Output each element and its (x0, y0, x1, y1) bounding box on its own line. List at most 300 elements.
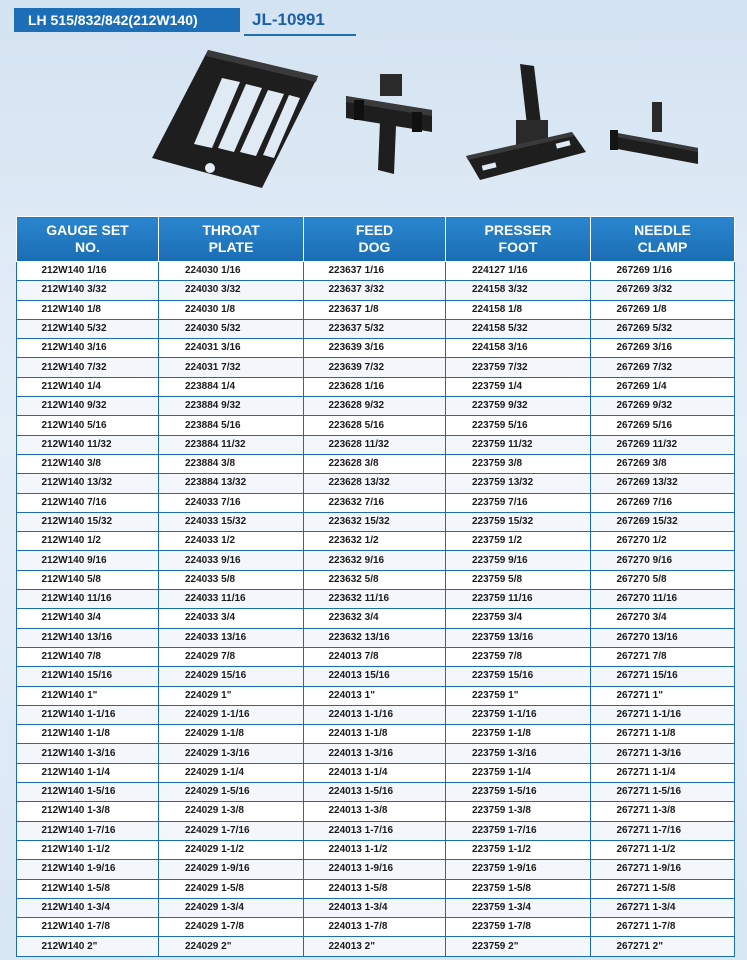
table-row (17, 783, 735, 802)
needle-clamp-cell (591, 898, 735, 917)
part-code: 224033 5/8 (185, 573, 236, 585)
table-row (17, 744, 735, 763)
throat-plate-cell (159, 397, 304, 416)
throat-plate-cell (159, 705, 304, 724)
part-code: 212W140 1-1/16 (41, 708, 116, 720)
part-code: 224013 15/16 (328, 670, 390, 682)
presser-foot-cell (446, 628, 591, 647)
feed-dog-cell (304, 397, 446, 416)
feed-dog-cell (304, 512, 446, 531)
part-code: 212W140 3/16 (41, 342, 107, 354)
needle-clamp-cell (591, 435, 735, 454)
part-code: 212W140 1-1/4 (41, 766, 110, 778)
feed-dog-cell (304, 686, 446, 705)
throat-plate-cell (159, 435, 304, 454)
gauge-set-cell (17, 377, 159, 396)
part-code: 223639 7/32 (328, 361, 385, 373)
kit-code: JL-10991 (252, 10, 325, 29)
table-row (17, 705, 735, 724)
part-code: 224033 7/16 (185, 496, 241, 508)
part-code: 224029 1-5/8 (185, 882, 244, 894)
gauge-set-cell (17, 358, 159, 377)
feed-dog-cell (304, 319, 446, 338)
needle-clamp-cell (591, 725, 735, 744)
table-row (17, 590, 735, 609)
gauge-set-cell (17, 570, 159, 589)
needle-clamp-cell (591, 512, 735, 531)
table-row (17, 358, 735, 377)
part-code: 223884 3/8 (185, 458, 236, 470)
part-code: 212W140 1-3/16 (41, 747, 116, 759)
table-row (17, 609, 735, 628)
feed-dog-cell (304, 609, 446, 628)
gauge-set-cell (17, 860, 159, 879)
table-row (17, 898, 735, 917)
table-row (17, 300, 735, 319)
part-code: 267269 9/32 (616, 400, 673, 412)
throat-plate-cell (159, 454, 304, 473)
presser-foot-cell (446, 840, 591, 859)
part-code: 212W140 13/16 (41, 631, 113, 643)
gauge-set-table-container (16, 216, 734, 958)
part-code: 224029 1-1/2 (185, 844, 244, 856)
part-code: 224158 3/16 (472, 342, 528, 354)
gauge-set-cell (17, 647, 159, 666)
needle-clamp-cell (591, 570, 735, 589)
part-code: 224033 13/16 (185, 631, 247, 643)
part-code: 267270 5/8 (616, 573, 667, 585)
presser-foot-cell (446, 860, 591, 879)
presser-foot-cell (446, 763, 591, 782)
part-code: 223759 9/16 (472, 554, 528, 566)
part-code: 224029 1-1/8 (185, 728, 244, 740)
presser-foot-cell (446, 821, 591, 840)
part-code: 223759 1-3/4 (472, 901, 531, 913)
throat-plate-cell (159, 628, 304, 647)
feed-dog-cell (304, 474, 446, 493)
needle-clamp-cell (591, 667, 735, 686)
part-code: 224030 3/32 (185, 284, 241, 296)
needle-clamp-cell (591, 454, 735, 473)
table-row (17, 647, 735, 666)
gauge-set-cell (17, 821, 159, 840)
feed-dog-cell (304, 667, 446, 686)
part-code: 223632 11/16 (328, 593, 390, 605)
presser-foot-cell (446, 300, 591, 319)
part-code: 224127 1/16 (472, 265, 528, 277)
part-code: 223632 1/2 (328, 535, 379, 547)
gauge-set-cell (17, 783, 159, 802)
part-code: 224013 1-9/16 (328, 863, 394, 875)
needle-clamp-cell (591, 840, 735, 859)
part-code: 212W140 1-1/2 (41, 844, 110, 856)
gauge-set-cell (17, 879, 159, 898)
presser-foot-cell (446, 609, 591, 628)
presser-foot-cell (446, 937, 591, 956)
gauge-set-cell (17, 686, 159, 705)
part-code: 212W140 1-7/16 (41, 824, 116, 836)
throat-plate-cell (159, 840, 304, 859)
presser-foot-cell (446, 416, 591, 435)
needle-clamp-cell (591, 686, 735, 705)
gauge-set-cell (17, 763, 159, 782)
part-code: 224013 1-5/16 (328, 786, 394, 798)
gauge-set-table (16, 216, 735, 957)
throat-plate-cell (159, 590, 304, 609)
feed-dog-cell (304, 898, 446, 917)
presser-foot-cell (446, 435, 591, 454)
needle-clamp-cell (591, 744, 735, 763)
throat-plate-cell (159, 879, 304, 898)
presser-foot-cell (446, 532, 591, 551)
part-code: 267271 1-5/8 (616, 882, 676, 894)
gauge-set-cell (17, 609, 159, 628)
part-code: 223628 5/16 (328, 419, 385, 431)
presser-foot-cell (446, 647, 591, 666)
part-code: 224013 1-1/16 (328, 708, 394, 720)
needle-clamp-cell (591, 609, 735, 628)
table-row (17, 937, 735, 956)
needle-clamp-cell (591, 821, 735, 840)
part-code: 224158 3/32 (472, 284, 528, 296)
needle-clamp-cell (591, 493, 735, 512)
gauge-set-cell (17, 551, 159, 570)
presser-foot-cell (446, 898, 591, 917)
part-code: 223884 9/32 (185, 400, 241, 412)
part-code: 267271 1-9/16 (616, 863, 682, 875)
part-code: 212W140 1-1/8 (41, 728, 110, 740)
gauge-set-cell (17, 705, 159, 724)
table-row (17, 725, 735, 744)
part-code: 212W140 9/16 (41, 554, 107, 566)
part-code: 212W140 9/32 (41, 400, 107, 412)
presser-foot-cell (446, 377, 591, 396)
part-code: 224158 1/8 (472, 303, 523, 315)
gauge-set-cell (17, 590, 159, 609)
part-code: 224029 1-1/16 (185, 708, 250, 720)
part-code: 267269 3/32 (616, 284, 673, 296)
table-row (17, 918, 735, 937)
part-code: 224033 11/16 (185, 593, 246, 605)
table-row (17, 454, 735, 473)
part-code: 212W140 3/4 (41, 612, 101, 624)
part-code: 224033 1/2 (185, 535, 236, 547)
presser-foot-cell (446, 262, 591, 281)
part-code: 212W140 5/32 (41, 323, 107, 335)
feed-dog-cell (304, 262, 446, 281)
feed-dog-cell (304, 725, 446, 744)
gauge-set-cell (17, 744, 159, 763)
part-code: 267269 1/16 (616, 265, 673, 277)
part-code: 224029 1" (185, 689, 232, 701)
needle-clamp-cell (591, 802, 735, 821)
needle-clamp-cell (591, 879, 735, 898)
table-row (17, 667, 735, 686)
table-row (17, 377, 735, 396)
table-row (17, 802, 735, 821)
throat-plate-cell (159, 262, 304, 281)
feed-dog-photo (340, 70, 440, 180)
feed-dog-cell (304, 532, 446, 551)
part-code: 223884 5/16 (185, 419, 241, 431)
needle-clamp-cell (591, 937, 735, 956)
part-code: 223632 7/16 (328, 496, 385, 508)
part-code: 267269 7/16 (616, 496, 673, 508)
part-code: 267271 1-3/16 (616, 747, 682, 759)
part-code: 223759 1-5/8 (472, 882, 531, 894)
part-code: 223632 13/16 (328, 631, 390, 643)
table-row (17, 493, 735, 512)
table-row (17, 281, 735, 300)
needle-clamp-cell (591, 474, 735, 493)
part-code: 212W140 13/32 (41, 477, 113, 489)
part-code: 212W140 7/32 (41, 361, 107, 373)
part-code: 223628 1/16 (328, 380, 385, 392)
part-code: 212W140 1-9/16 (41, 863, 116, 875)
presser-foot-cell (446, 397, 591, 416)
part-code: 223759 1-3/8 (472, 805, 531, 817)
gauge-set-cell (17, 918, 159, 937)
part-code: 224031 7/32 (185, 361, 241, 373)
presser-foot-cell (446, 705, 591, 724)
gauge-set-cell (17, 416, 159, 435)
throat-plate-cell (159, 821, 304, 840)
kit-code-underline (244, 34, 356, 36)
part-code: 267271 1-1/4 (616, 766, 676, 778)
gauge-set-cell (17, 300, 159, 319)
feed-dog-cell (304, 339, 446, 358)
table-row (17, 435, 735, 454)
part-code: 223759 1-7/8 (472, 921, 531, 933)
throat-plate-cell (159, 802, 304, 821)
table-row (17, 763, 735, 782)
part-code: 224013 1-1/4 (328, 766, 388, 778)
presser-foot-cell (446, 493, 591, 512)
table-row (17, 339, 735, 358)
gauge-set-cell (17, 319, 159, 338)
part-code: 212W140 3/32 (41, 284, 107, 296)
needle-clamp-cell (591, 377, 735, 396)
part-code: 267271 1-5/16 (616, 786, 682, 798)
part-code: 223759 13/32 (472, 477, 534, 489)
part-code: 267270 13/16 (616, 631, 678, 643)
part-code: 224029 1-9/16 (185, 863, 250, 875)
throat-plate-cell (159, 898, 304, 917)
table-row (17, 821, 735, 840)
part-code: 224013 1" (328, 689, 375, 701)
gauge-set-cell (17, 339, 159, 358)
feed-dog-cell (304, 802, 446, 821)
throat-plate-cell (159, 377, 304, 396)
feed-dog-cell (304, 840, 446, 859)
presser-foot-cell (446, 802, 591, 821)
part-code: 224013 1-1/8 (328, 728, 388, 740)
part-code: 223759 1-1/4 (472, 766, 531, 778)
part-code: 212W140 1-5/8 (41, 882, 110, 894)
part-code: 267271 1-1/2 (616, 844, 676, 856)
part-code: 223632 5/8 (328, 573, 379, 585)
throat-plate-photo (150, 50, 320, 190)
table-row (17, 319, 735, 338)
part-code: 224029 1-3/8 (185, 805, 244, 817)
throat-plate-cell (159, 551, 304, 570)
part-code: 267271 7/8 (616, 651, 667, 663)
part-code: 212W140 15/32 (41, 516, 113, 527)
feed-dog-cell (304, 821, 446, 840)
part-code: 223759 9/32 (472, 400, 528, 412)
throat-plate-cell (159, 339, 304, 358)
part-code: 223637 1/16 (328, 265, 385, 277)
needle-clamp-cell (591, 551, 735, 570)
part-code: 212W140 3/8 (41, 458, 101, 470)
part-code: 224013 1-3/16 (328, 747, 394, 759)
throat-plate-cell (159, 416, 304, 435)
part-code: 212W140 5/16 (41, 419, 107, 431)
gauge-set-cell (17, 454, 159, 473)
presser-foot-cell (446, 725, 591, 744)
presser-foot-photo (462, 60, 592, 190)
part-code: 224029 7/8 (185, 651, 236, 663)
table-header-row (17, 217, 735, 262)
needle-clamp-cell (591, 397, 735, 416)
part-code: 223759 1-1/16 (472, 708, 537, 720)
feed-dog-cell (304, 551, 446, 570)
gauge-set-cell (17, 512, 159, 531)
part-code: 223637 5/32 (328, 323, 385, 335)
part-code: 267269 13/32 (616, 477, 678, 489)
needle-clamp-cell (591, 647, 735, 666)
needle-clamp-cell (591, 628, 735, 647)
gauge-set-cell (17, 262, 159, 281)
needle-clamp-cell (591, 416, 735, 435)
part-code: 223759 7/8 (472, 651, 523, 663)
part-code: 224030 1/16 (185, 265, 241, 277)
needle-clamp-photo (608, 102, 708, 182)
part-code: 267271 1-7/16 (616, 824, 682, 836)
table-row (17, 416, 735, 435)
header-feed-dog: FEED DOG (304, 217, 446, 262)
header-needle-clamp: NEEDLE CLAMP (591, 217, 735, 262)
part-code: 267269 7/32 (616, 361, 673, 373)
throat-plate-cell (159, 512, 304, 531)
part-code: 224029 1-7/8 (185, 921, 244, 933)
table-row (17, 628, 735, 647)
table-row (17, 397, 735, 416)
gauge-set-cell (17, 725, 159, 744)
part-code: 223632 3/4 (328, 612, 379, 624)
part-code: 212W140 1/8 (41, 303, 101, 315)
part-code: 267271 1-3/4 (616, 901, 676, 913)
part-code: 212W140 15/16 (41, 670, 113, 682)
needle-clamp-cell (591, 262, 735, 281)
part-code: 224029 2" (185, 940, 232, 952)
part-code: 224013 1-3/4 (328, 901, 388, 913)
presser-foot-cell (446, 358, 591, 377)
throat-plate-cell (159, 860, 304, 879)
part-code: 224033 3/4 (185, 612, 236, 624)
throat-plate-cell (159, 609, 304, 628)
table-row (17, 262, 735, 281)
gauge-set-cell (17, 493, 159, 512)
presser-foot-cell (446, 319, 591, 338)
part-code: 267270 9/16 (616, 554, 673, 566)
part-code: 224030 5/32 (185, 323, 241, 335)
part-code: 224030 1/8 (185, 303, 236, 315)
part-code: 223759 5/16 (472, 419, 528, 431)
header-gauge-set: GAUGE SET NO. (17, 217, 159, 262)
part-code: 212W140 11/16 (41, 593, 112, 605)
throat-plate-cell (159, 763, 304, 782)
table-row (17, 686, 735, 705)
part-code: 212W140 5/8 (41, 573, 101, 585)
feed-dog-cell (304, 860, 446, 879)
part-code: 267269 5/16 (616, 419, 673, 431)
part-code: 223759 1-3/16 (472, 747, 537, 759)
needle-clamp-cell (591, 705, 735, 724)
feed-dog-cell (304, 705, 446, 724)
part-code: 212W140 1/4 (41, 380, 101, 392)
part-code: 223759 1" (472, 689, 519, 701)
feed-dog-cell (304, 937, 446, 956)
gauge-set-cell (17, 898, 159, 917)
part-code: 224029 1-1/4 (185, 766, 244, 778)
part-code: 224013 1-1/2 (328, 844, 388, 856)
gauge-set-cell (17, 397, 159, 416)
part-code: 267269 1/8 (616, 303, 667, 315)
part-code: 212W140 1-5/16 (41, 786, 116, 798)
presser-foot-cell (446, 686, 591, 705)
table-row (17, 512, 735, 531)
gauge-set-cell (17, 474, 159, 493)
part-code: 224013 1-7/16 (328, 824, 394, 836)
part-code: 267271 15/16 (616, 670, 678, 682)
part-code: 223759 1/4 (472, 380, 523, 392)
part-code: 267271 1-3/8 (616, 805, 676, 817)
part-code: 267271 2" (616, 940, 663, 952)
part-code: 223759 7/32 (472, 361, 528, 373)
table-row (17, 532, 735, 551)
table-row (17, 840, 735, 859)
feed-dog-cell (304, 647, 446, 666)
feed-dog-cell (304, 590, 446, 609)
part-code: 267270 11/16 (616, 593, 678, 605)
part-code: 223759 15/32 (472, 516, 534, 527)
part-code: 223628 3/8 (328, 458, 379, 470)
throat-plate-cell (159, 532, 304, 551)
part-code: 224033 9/16 (185, 554, 241, 566)
part-code: 223639 3/16 (328, 342, 385, 354)
throat-plate-cell (159, 570, 304, 589)
needle-clamp-cell (591, 783, 735, 802)
table-row (17, 474, 735, 493)
throat-plate-cell (159, 493, 304, 512)
header-throat-plate: THROAT PLATE (159, 217, 304, 262)
part-code: 224029 1-3/4 (185, 901, 244, 913)
table-row (17, 860, 735, 879)
gauge-set-cell (17, 281, 159, 300)
gauge-set-cell (17, 937, 159, 956)
presser-foot-cell (446, 281, 591, 300)
presser-foot-cell (446, 783, 591, 802)
part-code: 223884 11/32 (185, 438, 246, 450)
gauge-set-cell (17, 840, 159, 859)
feed-dog-cell (304, 744, 446, 763)
part-code: 224031 3/16 (185, 342, 241, 354)
table-row (17, 879, 735, 898)
part-code: 223759 2" (472, 940, 519, 952)
feed-dog-cell (304, 377, 446, 396)
presser-foot-cell (446, 918, 591, 937)
